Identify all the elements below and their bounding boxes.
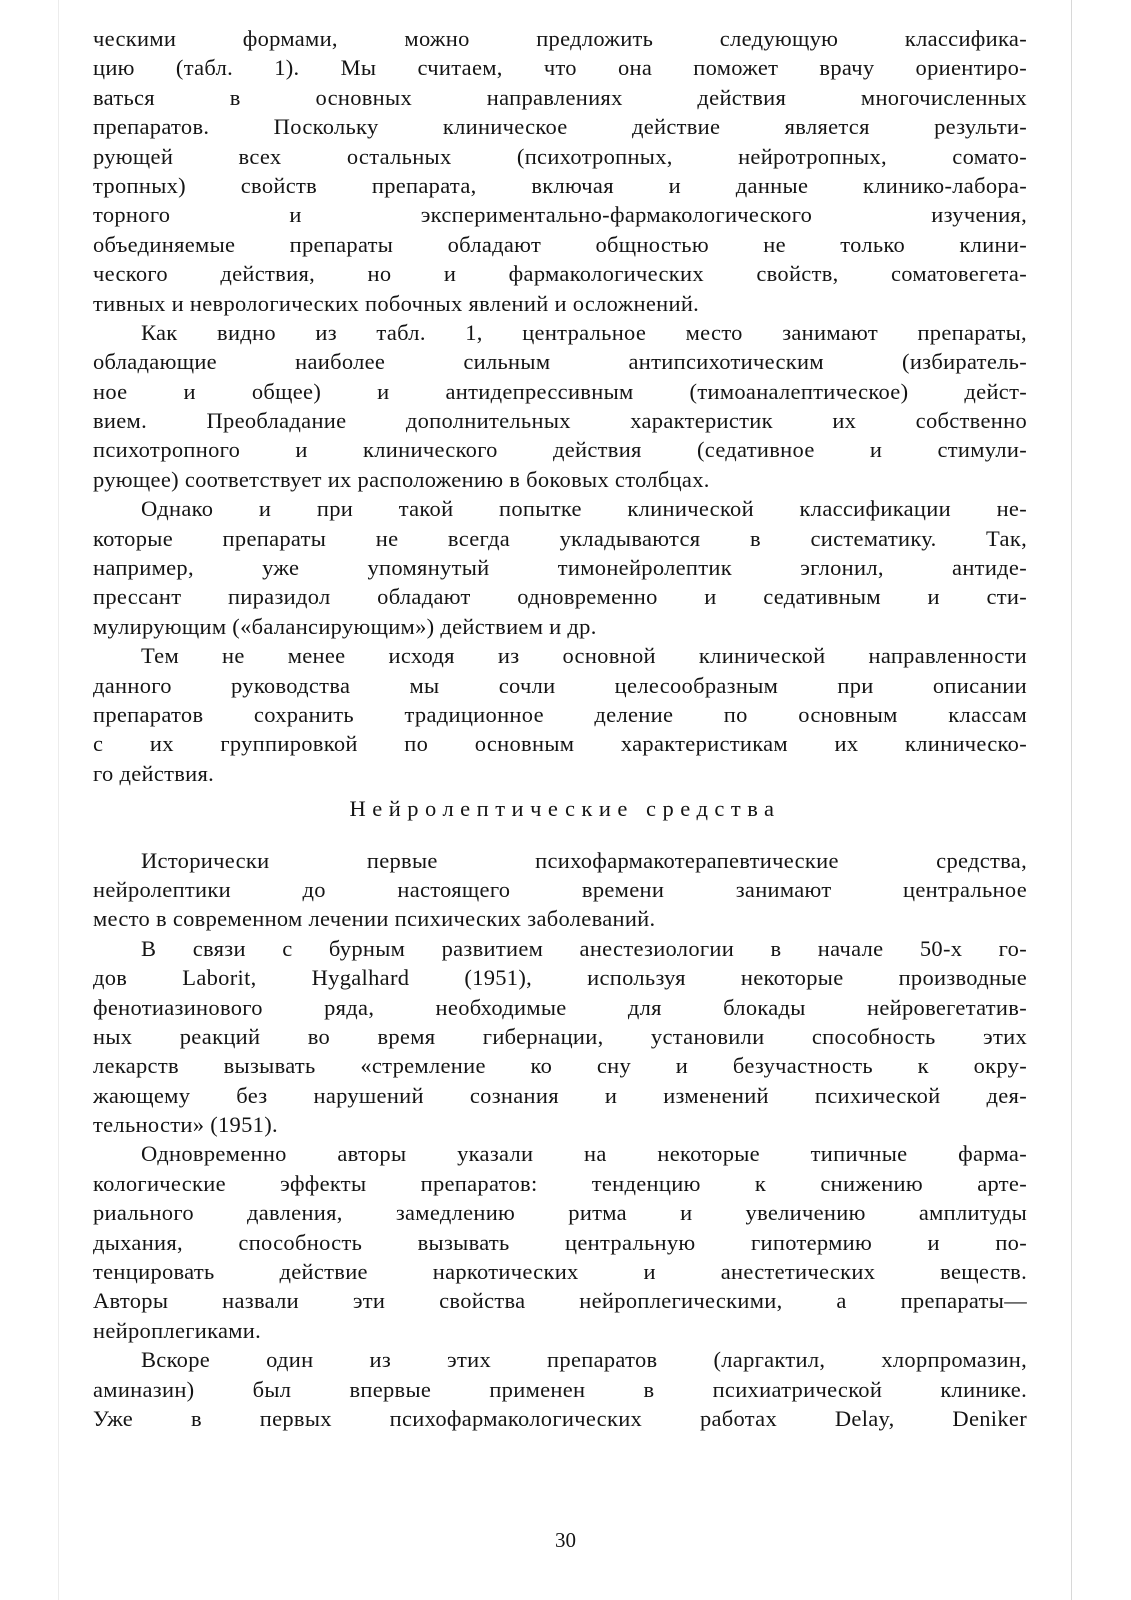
text-line: торного и экспериментально-фармакологического изучения,: [93, 202, 1027, 228]
text-line: риального давления, замедлению ритма и увеличению амплитуды: [93, 1200, 1027, 1226]
text-line: препаратов. Поскольку клиническое действие является результи-: [93, 114, 1027, 140]
paragraph: [93, 846, 1027, 934]
text-line: данного руководства мы сочли целесообразным при описании: [93, 672, 1027, 698]
text-line: ческими формами, можно предложить следующую классифика-: [93, 26, 1027, 51]
text-line: кологические эффекты препаратов: тенденцию к снижению арте-: [93, 1170, 1027, 1196]
text-line: ных реакций во время гибернации, установили способность этих: [93, 1023, 1027, 1049]
text-line: аминазин) был впервые применен в психиатрической клинике.: [93, 1376, 1027, 1402]
paragraph: [93, 318, 1027, 494]
paragraph: [93, 1345, 1027, 1433]
intro-paragraphs: [93, 24, 1027, 788]
text-line: Исторически первые психофармакотерапевтические средства,: [141, 847, 1027, 873]
text-line: тенцировать действие наркотических и анестетических веществ.: [93, 1259, 1027, 1285]
page-number: 30: [555, 1528, 576, 1552]
text-line: фенотиазинового ряда, необходимые для блокады нейровегетатив-: [93, 994, 1027, 1020]
text-line: с их группировкой по основным характеристикам их клиническо-: [93, 731, 1027, 757]
text-line: Одновременно авторы указали на некоторые типичные фарма-: [141, 1141, 1027, 1167]
text-line: тивных и неврологических побочных явлений и осложнений.: [93, 290, 700, 316]
text-line: дов Laborit, Hygalhard (1951), используя некоторые производные: [93, 965, 1027, 991]
text-line: жающему без нарушений сознания и изменений психической дея-: [93, 1082, 1027, 1108]
text-line: вием. Преобладание дополнительных характеристик их собственно: [93, 408, 1027, 434]
page-left-edge: [58, 0, 59, 1600]
text-line: В связи с бурным развитием анестезиологии в начале 50-х го-: [141, 935, 1027, 961]
text-line: дыхания, способность вызывать центральную гипотермию и по-: [93, 1229, 1027, 1255]
text-line: цию (табл. 1). Мы считаем, что она поможет врачу ориентиро-: [93, 55, 1027, 81]
paragraph: [93, 934, 1027, 1140]
text-line: го действия.: [93, 760, 215, 786]
text-line: ваться в основных направлениях действия многочисленных: [93, 84, 1027, 110]
text-line: Вскоре один из этих препаратов (ларгактил, хлорпромазин,: [141, 1347, 1027, 1373]
text-line: Однако и при такой попытке клинической классификации не-: [141, 496, 1027, 522]
text-line: тропных) свойств препарата, включая и данные клинико-лабора-: [93, 172, 1027, 198]
text-line: Авторы назвали эти свойства нейроплегическими, а препараты—: [93, 1288, 1027, 1314]
text-line: обладающие наиболее сильным антипсихотическим (избиратель-: [93, 349, 1027, 375]
paragraph: [93, 641, 1027, 788]
text-line: Как видно из табл. 1, центральное место занимают препараты,: [141, 319, 1027, 345]
text-line: мулирующим («балансирующим») действием и др.: [93, 613, 597, 639]
text-line: ческого действия, но и фармакологических свойств, соматовегета-: [93, 261, 1027, 287]
text-line: которые препараты не всегда укладываются в систематику. Так,: [93, 525, 1027, 551]
text-line: рующее) соответствует их расположению в боковых столбцах.: [93, 466, 710, 492]
text-line: объединяемые препараты обладают общностью не только клини-: [93, 231, 1027, 257]
page-right-edge: [1071, 0, 1072, 1600]
text-line: лекарств вызывать «стремление ко сну и безучастность к окру-: [93, 1053, 1027, 1079]
text-line: тельности» (1951).: [93, 1112, 278, 1138]
text-line: рующей всех остальных (психотропных, нейротропных, сомато-: [93, 143, 1027, 169]
text-line: ное и общее) и антидепрессивным (тимоаналептическое) дейст-: [93, 378, 1027, 404]
text-line: препаратов сохранить традиционное деление по основным классам: [93, 701, 1027, 727]
text-line: место в современном лечении психических заболеваний.: [93, 906, 656, 932]
text-line: Уже в первых психофармакологических работах Delay, Deniker: [93, 1405, 1027, 1431]
text-line: прессант пиразидол обладают одновременно и седативным и сти-: [93, 584, 1027, 610]
text-line: Тем не менее исходя из основной клинической направленности: [141, 643, 1027, 669]
page-body-text: [93, 24, 1027, 1433]
text-line: например, уже упомянутый тимонейролептик эглонил, антиде-: [93, 555, 1027, 581]
paragraph: [93, 494, 1027, 641]
section-paragraphs: [93, 846, 1027, 1434]
text-line: психотропного и клинического действия (седативное и стимули-: [93, 437, 1027, 463]
text-line: нейролептики до настоящего времени занимают центральное: [93, 876, 1027, 902]
text-line: нейроплегиками.: [93, 1317, 262, 1343]
paragraph: [93, 24, 1027, 318]
paragraph: [93, 1139, 1027, 1345]
section-heading: Нейролептические средства: [349, 796, 781, 822]
